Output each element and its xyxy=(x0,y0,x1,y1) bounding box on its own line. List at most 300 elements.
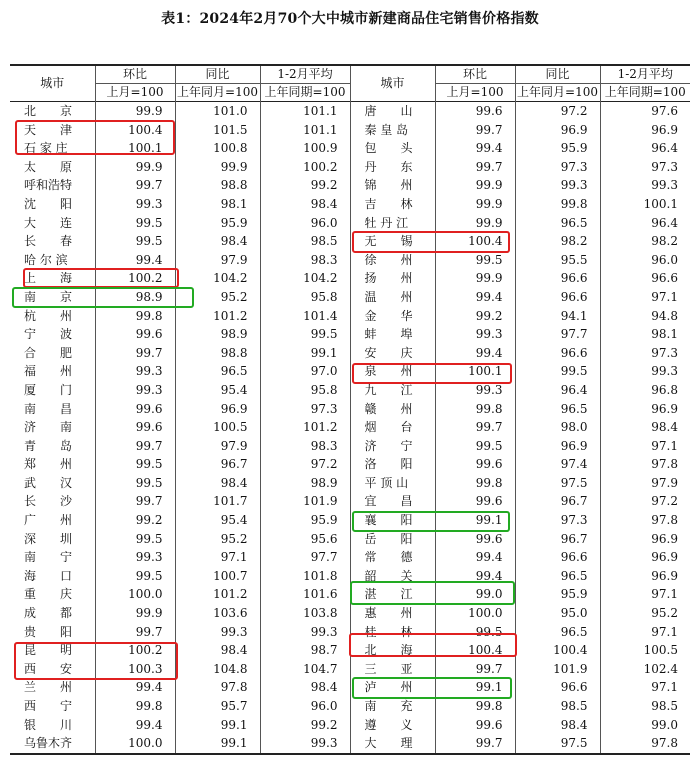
table-title: 表1：2024年2月70个大中城市新建商品住宅销售价格指数 xyxy=(161,11,539,27)
table-row xyxy=(10,381,690,400)
table-row xyxy=(10,325,690,344)
left-avg-cell: 99.3 xyxy=(260,623,350,642)
left-yoy-cell: 101.5 xyxy=(175,121,260,140)
left-city-cell: 合 肥 xyxy=(24,345,73,360)
left-yoy-cell: 100.8 xyxy=(175,139,260,158)
right-mom-cell: 99.6 xyxy=(435,530,515,549)
left-mom-cell: 99.9 xyxy=(95,604,175,623)
right-city-cell: 桂 林 xyxy=(350,623,435,642)
left-avg-cell: 97.7 xyxy=(260,548,350,567)
right-yoy-cell: 94.1 xyxy=(515,307,600,326)
left-yoy-cell: 98.4 xyxy=(175,474,260,493)
left-mom-cell: 99.3 xyxy=(95,195,175,214)
left-mom-cell: 99.3 xyxy=(95,548,175,567)
left-mom-cell: 99.5 xyxy=(95,232,175,251)
table-row xyxy=(10,418,690,437)
left-mom-cell: 99.8 xyxy=(95,697,175,716)
right-city-cell: 包 头 xyxy=(350,139,435,158)
left-city-cell: 南 昌 xyxy=(24,401,73,416)
left-city-cell: 石 家 庄 xyxy=(24,141,68,156)
right-avg-cell: 97.9 xyxy=(600,474,690,493)
left-mom-cell: 99.7 xyxy=(95,437,175,456)
right-yoy-cell: 99.3 xyxy=(515,176,600,195)
right-mom-cell: 99.4 xyxy=(435,567,515,586)
right-city-cell: 岳 阳 xyxy=(350,530,435,549)
right-yoy-cell: 96.5 xyxy=(515,567,600,586)
right-avg-cell: 97.3 xyxy=(600,344,690,363)
left-city-cell: 北 京 xyxy=(24,104,73,118)
left-city-cell: 宁 波 xyxy=(24,327,73,342)
header-yoy-base-right: 上年同月=100 xyxy=(515,84,600,102)
table-row xyxy=(10,697,690,716)
left-city-cell: 上 海 xyxy=(24,271,73,286)
right-city-cell: 赣 州 xyxy=(350,400,435,419)
right-yoy-cell: 96.5 xyxy=(515,400,600,419)
right-city-cell: 唐 山 xyxy=(350,102,435,121)
left-mom-cell: 99.5 xyxy=(95,214,175,233)
right-avg-cell: 99.0 xyxy=(600,716,690,735)
left-avg-cell: 103.8 xyxy=(260,604,350,623)
right-yoy-cell: 97.3 xyxy=(515,511,600,530)
right-yoy-cell: 96.5 xyxy=(515,623,600,642)
table-row xyxy=(10,455,690,474)
right-mom-cell: 99.5 xyxy=(435,623,515,642)
left-mom-cell: 99.6 xyxy=(95,325,175,344)
right-city-cell: 洛 阳 xyxy=(350,455,435,474)
right-mom-cell: 99.4 xyxy=(435,548,515,567)
table-row xyxy=(10,641,690,660)
left-avg-cell: 97.2 xyxy=(260,455,350,474)
table-row xyxy=(10,678,690,697)
right-city-cell: 蚌 埠 xyxy=(350,325,435,344)
left-yoy-cell: 97.8 xyxy=(175,678,260,697)
left-mom-cell: 100.1 xyxy=(95,139,175,158)
header-yoy-right: 同比 xyxy=(515,65,600,84)
right-city-cell: 金 华 xyxy=(350,307,435,326)
right-avg-cell: 96.4 xyxy=(600,139,690,158)
left-avg-cell: 97.3 xyxy=(260,400,350,419)
left-mom-cell: 99.5 xyxy=(95,474,175,493)
left-yoy-cell: 101.2 xyxy=(175,307,260,326)
left-yoy-cell: 95.2 xyxy=(175,288,260,307)
left-city-cell: 大 连 xyxy=(24,215,73,230)
right-yoy-cell: 96.6 xyxy=(515,344,600,363)
left-yoy-cell: 95.2 xyxy=(175,530,260,549)
right-avg-cell: 96.9 xyxy=(600,400,690,419)
left-yoy-cell: 98.1 xyxy=(175,195,260,214)
table-row xyxy=(10,437,690,456)
right-mom-cell: 99.4 xyxy=(435,344,515,363)
right-mom-cell: 99.7 xyxy=(435,158,515,177)
left-yoy-cell: 95.7 xyxy=(175,697,260,716)
left-city-cell: 重 庆 xyxy=(24,587,73,602)
left-city-cell: 乌鲁木齐 xyxy=(10,734,95,754)
left-mom-cell: 99.4 xyxy=(95,678,175,697)
right-avg-cell: 97.1 xyxy=(600,437,690,456)
right-yoy-cell: 97.7 xyxy=(515,325,600,344)
left-mom-cell: 100.0 xyxy=(95,585,175,604)
left-avg-cell: 98.3 xyxy=(260,437,350,456)
left-city-cell: 深 圳 xyxy=(24,531,73,546)
table-row xyxy=(10,585,690,604)
table-row xyxy=(10,102,690,121)
table-row xyxy=(10,548,690,567)
right-mom-cell: 99.4 xyxy=(435,288,515,307)
left-avg-cell: 97.0 xyxy=(260,362,350,381)
right-avg-cell: 94.8 xyxy=(600,307,690,326)
left-city-cell: 西 宁 xyxy=(24,699,73,713)
table-row xyxy=(10,734,690,754)
right-city-cell: 惠 州 xyxy=(350,604,435,623)
right-city-cell: 烟 台 xyxy=(350,418,435,437)
left-yoy-cell: 98.4 xyxy=(175,232,260,251)
left-city-cell: 广 州 xyxy=(24,513,73,528)
right-mom-cell: 99.6 xyxy=(435,455,515,474)
left-avg-cell: 104.2 xyxy=(260,269,350,288)
left-mom-cell: 100.0 xyxy=(95,734,175,754)
right-city-cell: 九 江 xyxy=(350,381,435,400)
left-city-cell: 海 口 xyxy=(24,568,73,583)
header-yoy-left: 同比 xyxy=(175,65,260,84)
left-city-cell: 长 沙 xyxy=(24,494,73,509)
right-avg-cell: 96.9 xyxy=(600,121,690,140)
right-avg-cell: 99.3 xyxy=(600,176,690,195)
right-avg-cell: 97.1 xyxy=(600,623,690,642)
table-row xyxy=(10,623,690,642)
left-yoy-cell: 100.7 xyxy=(175,567,260,586)
left-mom-cell: 99.7 xyxy=(95,623,175,642)
left-avg-cell: 98.4 xyxy=(260,195,350,214)
left-city-cell: 西 安 xyxy=(24,661,73,676)
left-avg-cell: 101.6 xyxy=(260,585,350,604)
left-yoy-cell: 96.7 xyxy=(175,455,260,474)
left-yoy-cell: 99.1 xyxy=(175,716,260,735)
table-row xyxy=(10,344,690,363)
right-mom-cell: 99.9 xyxy=(435,269,515,288)
right-city-cell: 徐 州 xyxy=(350,251,435,270)
right-avg-cell: 98.5 xyxy=(600,697,690,716)
right-city-cell: 韶 关 xyxy=(350,567,435,586)
left-mom-cell: 99.2 xyxy=(95,511,175,530)
right-mom-cell: 99.7 xyxy=(435,121,515,140)
right-avg-cell: 95.2 xyxy=(600,604,690,623)
left-mom-cell: 99.5 xyxy=(95,567,175,586)
left-city-cell: 济 南 xyxy=(24,420,73,435)
header-avg-base-left: 上年同期=100 xyxy=(260,84,350,102)
left-yoy-cell: 95.4 xyxy=(175,381,260,400)
right-mom-cell: 100.4 xyxy=(435,232,515,251)
right-avg-cell: 97.8 xyxy=(600,455,690,474)
table-row xyxy=(10,362,690,381)
left-yoy-cell: 98.8 xyxy=(175,344,260,363)
left-yoy-cell: 95.4 xyxy=(175,511,260,530)
left-avg-cell: 96.0 xyxy=(260,697,350,716)
right-city-cell: 温 州 xyxy=(350,288,435,307)
header-yoy-base-left: 上年同月=100 xyxy=(175,84,260,102)
left-city-cell: 兰 州 xyxy=(24,680,73,695)
left-yoy-cell: 98.4 xyxy=(175,641,260,660)
right-mom-cell: 99.3 xyxy=(435,325,515,344)
right-mom-cell: 99.7 xyxy=(435,734,515,754)
right-yoy-cell: 99.8 xyxy=(515,195,600,214)
right-mom-cell: 99.5 xyxy=(435,437,515,456)
left-avg-cell: 98.3 xyxy=(260,251,350,270)
left-city-cell: 太 原 xyxy=(24,159,73,174)
right-yoy-cell: 97.4 xyxy=(515,455,600,474)
right-yoy-cell: 101.9 xyxy=(515,660,600,679)
header-avg-right: 1-2月平均 xyxy=(600,65,690,84)
left-avg-cell: 101.8 xyxy=(260,567,350,586)
left-city-cell: 青 岛 xyxy=(24,438,73,453)
right-avg-cell: 97.8 xyxy=(600,511,690,530)
left-avg-cell: 100.2 xyxy=(260,158,350,177)
left-mom-cell: 100.3 xyxy=(95,660,175,679)
table-row xyxy=(10,121,690,140)
right-city-cell: 平 顶 山 xyxy=(350,474,435,493)
right-yoy-cell: 97.5 xyxy=(515,734,600,754)
table-row xyxy=(10,604,690,623)
right-yoy-cell: 95.9 xyxy=(515,585,600,604)
left-avg-cell: 104.7 xyxy=(260,660,350,679)
left-yoy-cell: 97.9 xyxy=(175,251,260,270)
right-yoy-cell: 98.2 xyxy=(515,232,600,251)
left-yoy-cell: 97.1 xyxy=(175,548,260,567)
right-yoy-cell: 95.9 xyxy=(515,139,600,158)
right-mom-cell: 100.4 xyxy=(435,641,515,660)
right-mom-cell: 99.6 xyxy=(435,102,515,121)
right-yoy-cell: 96.6 xyxy=(515,288,600,307)
table-row xyxy=(10,158,690,177)
left-avg-cell: 101.1 xyxy=(260,102,350,121)
left-city-cell: 杭 州 xyxy=(24,308,73,323)
left-avg-cell: 95.9 xyxy=(260,511,350,530)
left-city-cell: 昆 明 xyxy=(24,643,73,658)
left-mom-cell: 98.9 xyxy=(95,288,175,307)
right-yoy-cell: 96.4 xyxy=(515,381,600,400)
right-yoy-cell: 97.5 xyxy=(515,474,600,493)
right-avg-cell: 97.1 xyxy=(600,288,690,307)
left-city-cell: 郑 州 xyxy=(24,457,73,472)
table-row xyxy=(10,214,690,233)
right-city-cell: 南 充 xyxy=(350,697,435,716)
left-mom-cell: 99.6 xyxy=(95,418,175,437)
table-row xyxy=(10,567,690,586)
right-mom-cell: 99.0 xyxy=(435,585,515,604)
right-avg-cell: 97.3 xyxy=(600,158,690,177)
left-city-cell: 南 宁 xyxy=(24,550,73,565)
left-city-cell: 银 川 xyxy=(24,717,73,732)
left-city-cell: 厦 门 xyxy=(24,382,73,397)
right-city-cell: 宜 昌 xyxy=(350,492,435,511)
right-yoy-cell: 96.6 xyxy=(515,548,600,567)
left-avg-cell: 98.4 xyxy=(260,678,350,697)
left-mom-cell: 99.4 xyxy=(95,251,175,270)
right-mom-cell: 99.8 xyxy=(435,474,515,493)
right-city-cell: 遵 义 xyxy=(350,716,435,735)
header-mom-base-right: 上月=100 xyxy=(435,84,515,102)
right-mom-cell: 99.9 xyxy=(435,176,515,195)
right-city-cell: 三 亚 xyxy=(350,660,435,679)
right-avg-cell: 97.8 xyxy=(600,734,690,754)
left-avg-cell: 98.7 xyxy=(260,641,350,660)
left-mom-cell: 99.9 xyxy=(95,158,175,177)
left-avg-cell: 96.0 xyxy=(260,214,350,233)
table-row xyxy=(10,195,690,214)
left-city-cell: 哈 尔 滨 xyxy=(24,252,68,267)
left-mom-cell: 99.7 xyxy=(95,344,175,363)
table-row xyxy=(10,530,690,549)
price-index-table xyxy=(10,64,690,755)
right-avg-cell: 96.9 xyxy=(600,548,690,567)
right-city-cell: 泉 州 xyxy=(350,362,435,381)
left-city-cell: 南 京 xyxy=(24,289,73,304)
right-city-cell: 秦 皇 岛 xyxy=(350,121,435,140)
right-mom-cell: 99.6 xyxy=(435,716,515,735)
right-yoy-cell: 95.5 xyxy=(515,251,600,270)
right-avg-cell: 97.1 xyxy=(600,678,690,697)
right-yoy-cell: 99.5 xyxy=(515,362,600,381)
right-avg-cell: 100.5 xyxy=(600,641,690,660)
left-avg-cell: 95.6 xyxy=(260,530,350,549)
left-mom-cell: 100.4 xyxy=(95,121,175,140)
right-city-cell: 安 庆 xyxy=(350,344,435,363)
left-city-cell: 福 州 xyxy=(24,364,73,379)
right-avg-cell: 102.4 xyxy=(600,660,690,679)
table-row xyxy=(10,251,690,270)
left-city-cell: 武 汉 xyxy=(24,475,73,490)
right-city-cell: 无 锡 xyxy=(350,232,435,251)
left-avg-cell: 101.4 xyxy=(260,307,350,326)
right-mom-cell: 99.4 xyxy=(435,139,515,158)
left-yoy-cell: 96.5 xyxy=(175,362,260,381)
right-avg-cell: 97.6 xyxy=(600,102,690,121)
right-mom-cell: 99.8 xyxy=(435,697,515,716)
right-city-cell: 牡 丹 江 xyxy=(350,214,435,233)
right-avg-cell: 98.2 xyxy=(600,232,690,251)
left-mom-cell: 99.5 xyxy=(95,530,175,549)
right-mom-cell: 100.1 xyxy=(435,362,515,381)
right-avg-cell: 96.4 xyxy=(600,214,690,233)
left-yoy-cell: 101.2 xyxy=(175,585,260,604)
left-avg-cell: 99.1 xyxy=(260,344,350,363)
left-avg-cell: 99.2 xyxy=(260,716,350,735)
left-city-cell: 沈 阳 xyxy=(24,196,73,211)
left-mom-cell: 99.8 xyxy=(95,307,175,326)
header-mom-right: 环比 xyxy=(435,65,515,84)
table-row xyxy=(10,176,690,195)
header-city-left: 城市 xyxy=(40,76,65,90)
right-avg-cell: 97.1 xyxy=(600,585,690,604)
left-avg-cell: 101.9 xyxy=(260,492,350,511)
table-row xyxy=(10,307,690,326)
table-row xyxy=(10,400,690,419)
table-row xyxy=(10,660,690,679)
left-mom-cell: 99.4 xyxy=(95,716,175,735)
left-city-cell: 呼和浩特 xyxy=(24,178,73,193)
left-yoy-cell: 96.9 xyxy=(175,400,260,419)
header-mom-left: 环比 xyxy=(95,65,175,84)
right-mom-cell: 99.9 xyxy=(435,195,515,214)
right-mom-cell: 99.5 xyxy=(435,251,515,270)
left-yoy-cell: 99.3 xyxy=(175,623,260,642)
left-yoy-cell: 95.9 xyxy=(175,214,260,233)
left-yoy-cell: 104.8 xyxy=(175,660,260,679)
left-yoy-cell: 101.0 xyxy=(175,102,260,121)
table-row xyxy=(10,511,690,530)
left-mom-cell: 99.7 xyxy=(95,176,175,195)
right-mom-cell: 99.2 xyxy=(435,307,515,326)
left-avg-cell: 99.2 xyxy=(260,176,350,195)
left-yoy-cell: 104.2 xyxy=(175,269,260,288)
right-avg-cell: 98.4 xyxy=(600,418,690,437)
right-avg-cell: 97.2 xyxy=(600,492,690,511)
table-row xyxy=(10,269,690,288)
right-yoy-cell: 97.3 xyxy=(515,158,600,177)
left-yoy-cell: 98.8 xyxy=(175,176,260,195)
left-city-cell: 长 春 xyxy=(24,234,73,249)
right-city-cell: 泸 州 xyxy=(350,678,435,697)
left-yoy-cell: 99.9 xyxy=(175,158,260,177)
right-mom-cell: 99.7 xyxy=(435,418,515,437)
header-mom-base-left: 上月=100 xyxy=(95,84,175,102)
left-avg-cell: 99.5 xyxy=(260,325,350,344)
right-avg-cell: 99.3 xyxy=(600,362,690,381)
header-avg-base-right: 上年同期=100 xyxy=(600,84,690,102)
right-yoy-cell: 96.5 xyxy=(515,214,600,233)
left-avg-cell: 98.5 xyxy=(260,232,350,251)
right-yoy-cell: 96.7 xyxy=(515,530,600,549)
left-yoy-cell: 100.5 xyxy=(175,418,260,437)
right-city-cell: 扬 州 xyxy=(350,269,435,288)
left-city-cell: 成 都 xyxy=(24,606,73,621)
table-row xyxy=(10,232,690,251)
right-avg-cell: 96.6 xyxy=(600,269,690,288)
table-row xyxy=(10,492,690,511)
right-yoy-cell: 96.9 xyxy=(515,437,600,456)
left-avg-cell: 101.1 xyxy=(260,121,350,140)
header-city-right: 城市 xyxy=(350,65,435,102)
table-row xyxy=(10,288,690,307)
right-yoy-cell: 96.6 xyxy=(515,269,600,288)
right-city-cell: 襄 阳 xyxy=(350,511,435,530)
left-yoy-cell: 99.1 xyxy=(175,734,260,754)
right-mom-cell: 99.1 xyxy=(435,678,515,697)
left-mom-cell: 99.7 xyxy=(95,492,175,511)
right-mom-cell: 99.3 xyxy=(435,381,515,400)
table-row xyxy=(10,716,690,735)
left-mom-cell: 99.6 xyxy=(95,400,175,419)
left-mom-cell: 99.3 xyxy=(95,381,175,400)
header-avg-left: 1-2月平均 xyxy=(260,65,350,84)
left-city-cell: 贵 阳 xyxy=(24,624,73,639)
table-row xyxy=(10,474,690,493)
left-yoy-cell: 103.6 xyxy=(175,604,260,623)
right-yoy-cell: 96.9 xyxy=(515,121,600,140)
left-mom-cell: 100.2 xyxy=(95,641,175,660)
right-city-cell: 锦 州 xyxy=(350,176,435,195)
left-yoy-cell: 101.7 xyxy=(175,492,260,511)
left-mom-cell: 99.5 xyxy=(95,455,175,474)
left-avg-cell: 98.9 xyxy=(260,474,350,493)
right-mom-cell: 99.6 xyxy=(435,492,515,511)
right-mom-cell: 100.0 xyxy=(435,604,515,623)
right-yoy-cell: 100.4 xyxy=(515,641,600,660)
left-avg-cell: 99.3 xyxy=(260,734,350,754)
right-mom-cell: 99.7 xyxy=(435,660,515,679)
right-yoy-cell: 98.5 xyxy=(515,697,600,716)
right-avg-cell: 98.1 xyxy=(600,325,690,344)
right-city-cell: 常 德 xyxy=(350,548,435,567)
